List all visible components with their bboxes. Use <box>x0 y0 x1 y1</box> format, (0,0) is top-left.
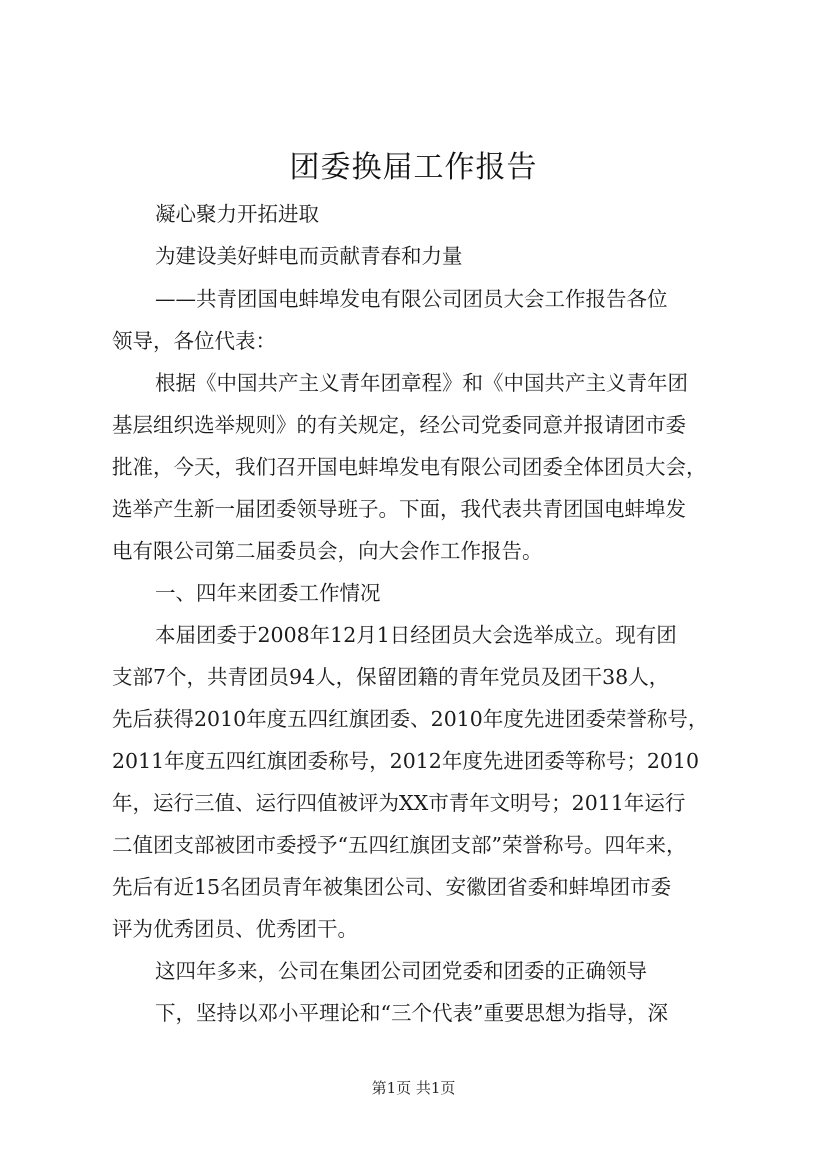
text-line: 根据《中国共产主义青年团章程》和《中国共产主义青年团 <box>155 371 688 395</box>
page-footer: 第1页 共1页 <box>371 1079 456 1097</box>
text-line: 这四年多来，公司在集团公司团党委和团委的正确领导 <box>155 959 647 983</box>
text-line: ——共青团国电蚌埠发电有限公司团员大会工作报告各位 <box>155 287 668 311</box>
text-line: 基层组织选举规则》的有关规定，经公司党委同意并报请团市委 <box>112 413 686 437</box>
text-line: 二值团支部被团市委授予“五四红旗团支部”荣誉称号。四年来， <box>112 833 687 857</box>
text-line: 批准，今天，我们召开国电蚌埠发电有限公司团委全体团员大会， <box>112 455 707 479</box>
subtitle-line-1: 凝心聚力开拓进取 <box>155 202 319 226</box>
text-line: 下，坚持以邓小平理论和“三个代表”重要思想为指导，深 <box>155 1001 668 1025</box>
text-line: 本届团委于2008年12月1日经团员大会选举成立。现有团 <box>155 623 677 647</box>
text-line: 先后有近15名团员青年被集团公司、安徽团省委和蚌埠团市委 <box>112 875 672 899</box>
text-line: 年，运行三值、运行四值被评为XX市青年文明号；2011年运行 <box>112 791 686 815</box>
document-title: 团委换届工作报告 <box>289 150 538 185</box>
text-line: 选举产生新一届团委领导班子。下面，我代表共青团国电蚌埠发 <box>112 497 686 521</box>
text-line: 2011年度五四红旗团委称号，2012年度先进团委等称号；2010 <box>112 749 700 773</box>
text-line: 评为优秀团员、优秀团干。 <box>112 917 358 941</box>
text-line: 电有限公司第二届委员会，向大会作工作报告。 <box>112 539 543 563</box>
section-heading: 一、四年来团委工作情况 <box>155 581 381 605</box>
text-line: 支部7个，共青团员94人，保留团籍的青年党员及团干38人， <box>112 665 670 689</box>
subtitle-line-2: 为建设美好蚌电而贡献青春和力量 <box>155 244 463 268</box>
text-line: 先后获得2010年度五四红旗团委、2010年度先进团委荣誉称号， <box>112 707 709 731</box>
text-line: 领导，各位代表： <box>112 329 276 353</box>
